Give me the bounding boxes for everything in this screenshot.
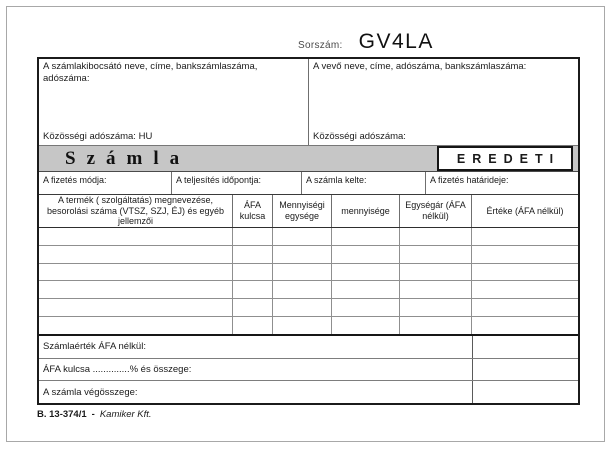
item-cell — [472, 228, 578, 245]
item-cell — [39, 246, 233, 263]
item-cell — [233, 317, 273, 334]
summary-net-value — [472, 336, 578, 358]
item-cell — [233, 246, 273, 263]
column-header-unit-price: Egységár (ÁFA nélkül) — [400, 195, 472, 227]
items-table-header — [39, 195, 578, 228]
item-row — [39, 317, 578, 334]
buyer-eu-vat-label: Közösségi adószáma: — [313, 131, 406, 143]
summary-section — [39, 334, 578, 403]
summary-vat-label: ÁFA kulcsa ..............% és összege: — [43, 364, 192, 375]
item-cell — [233, 264, 273, 281]
serial-number-label: Sorszám: — [298, 40, 343, 51]
item-cell — [39, 264, 233, 281]
invoice-title: Számla — [65, 147, 191, 169]
item-row — [39, 281, 578, 299]
payment-row — [39, 171, 578, 195]
column-header-vat-rate: ÁFA kulcsa — [233, 195, 273, 227]
item-cell — [233, 281, 273, 298]
item-cell — [39, 281, 233, 298]
summary-net-label: Számlaérték ÁFA nélkül: — [43, 341, 146, 353]
item-cell — [400, 281, 472, 298]
item-cell — [400, 299, 472, 316]
item-cell — [472, 299, 578, 316]
parties-row — [39, 59, 578, 145]
item-row — [39, 264, 578, 282]
item-cell — [273, 317, 332, 334]
buyer-box — [309, 59, 578, 145]
item-cell — [39, 228, 233, 245]
item-cell — [273, 228, 332, 245]
item-cell — [332, 299, 400, 316]
summary-row-vat — [39, 359, 578, 382]
item-cell — [332, 281, 400, 298]
publisher-name: Kamiker Kft. — [99, 409, 152, 420]
copy-type-badge: EREDETI — [437, 146, 573, 171]
footer-separator: - — [91, 409, 95, 420]
summary-row-total — [39, 381, 578, 403]
item-cell — [39, 299, 233, 316]
items-body — [39, 228, 578, 334]
summary-total-label: A számla végösszege: — [43, 386, 138, 398]
item-cell — [472, 264, 578, 281]
serial-number-value: GV4LA — [358, 30, 434, 53]
item-cell — [332, 317, 400, 334]
item-cell — [273, 299, 332, 316]
payment-deadline-field: A fizetés határideje: — [430, 175, 509, 185]
item-cell — [400, 317, 472, 334]
serial-number-block — [298, 30, 434, 54]
issuer-box — [39, 59, 309, 145]
item-cell — [332, 264, 400, 281]
summary-total-value — [472, 381, 578, 403]
item-cell — [233, 299, 273, 316]
column-header-quantity: mennyisége — [332, 195, 400, 227]
payment-method-field: A fizetés módja: — [39, 172, 172, 194]
item-cell — [472, 246, 578, 263]
column-header-product: A termék ( szolgáltatás) megnevezése, besorolási száma (VTSZ, SZJ, ÉJ) és egyéb jellemzői — [39, 195, 233, 227]
invoice-form — [37, 57, 580, 405]
item-cell — [400, 228, 472, 245]
item-cell — [273, 246, 332, 263]
issuer-label: A számlakibocsátó neve, címe, bankszámlaszáma, adószáma: — [43, 61, 258, 84]
item-cell — [273, 281, 332, 298]
item-cell — [400, 246, 472, 263]
item-row — [39, 299, 578, 317]
form-footer — [37, 409, 152, 420]
summary-row-net — [39, 336, 578, 359]
form-number: B. 13-374/1 — [37, 409, 87, 420]
title-bar — [39, 145, 578, 171]
item-row — [39, 246, 578, 264]
item-cell — [233, 228, 273, 245]
item-row — [39, 228, 578, 246]
invoice-date-field: A számla kelte: — [302, 172, 426, 194]
summary-vat-value — [472, 359, 578, 381]
column-header-value: Értéke (ÁFA nélkül) — [486, 205, 564, 216]
item-cell — [39, 317, 233, 334]
item-cell — [400, 264, 472, 281]
item-cell — [472, 317, 578, 334]
item-cell — [273, 264, 332, 281]
buyer-label: A vevő neve, címe, adószáma, bankszámlaszáma: — [313, 61, 527, 72]
item-cell — [332, 228, 400, 245]
issuer-eu-vat-label: Közösségi adószáma: HU — [43, 131, 153, 143]
item-cell — [332, 246, 400, 263]
fulfillment-date-field: A teljesítés időpontja: — [172, 172, 302, 194]
column-header-unit: Mennyiségi egysége — [273, 195, 332, 227]
item-cell — [472, 281, 578, 298]
